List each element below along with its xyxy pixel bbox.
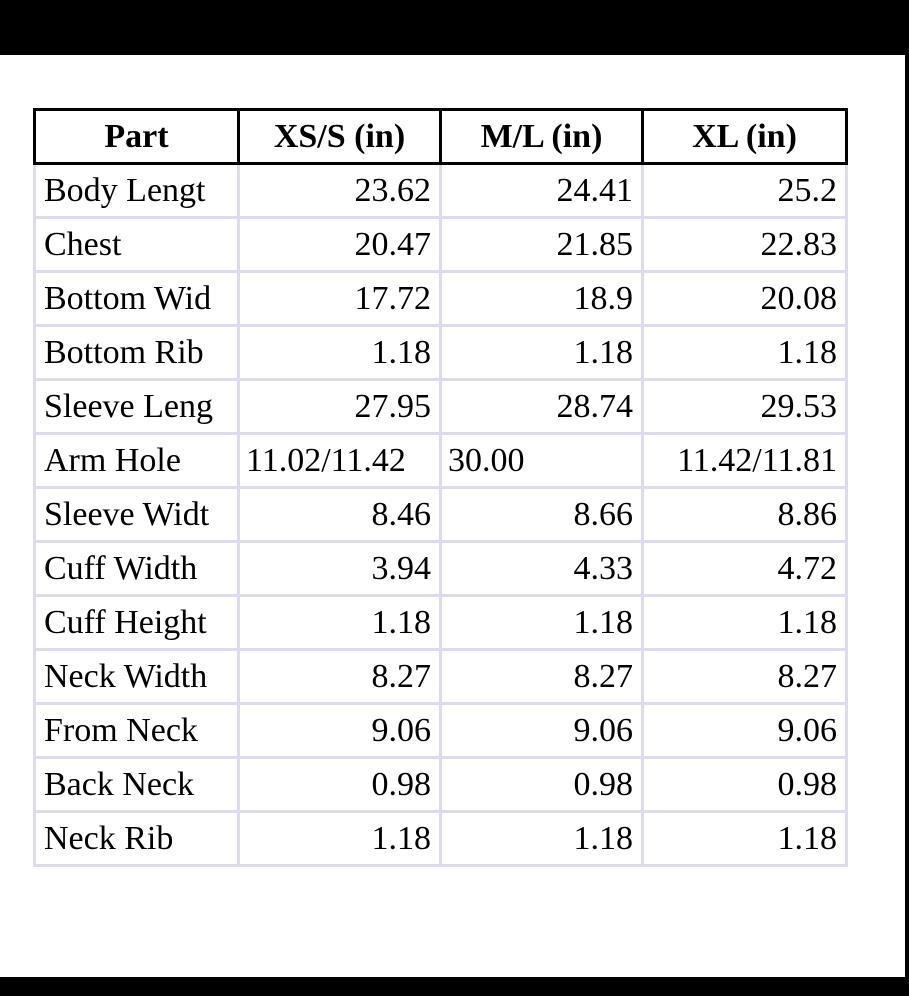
header-xs-s: XS/S (in) [239,110,441,164]
cell-part: Back Neck [35,758,239,812]
cell-part: Cuff Height [35,596,239,650]
cell-m-l: 30.00 [441,434,643,488]
cell-xs-s: 8.27 [239,650,441,704]
table-row [35,164,847,218]
cell-xl: 1.18 [643,596,847,650]
cell-xs-s: 1.18 [239,596,441,650]
header-m-l: M/L (in) [441,110,643,164]
cell-part: From Neck [35,704,239,758]
header-part: Part [35,110,239,164]
cell-xs-s: 8.46 [239,488,441,542]
cell-xs-s: 27.95 [239,380,441,434]
cell-m-l: 0.98 [441,758,643,812]
size-chart [33,108,845,867]
cell-m-l: 28.74 [441,380,643,434]
cell-xl: 8.27 [643,650,847,704]
right-black-edge [905,0,909,996]
cell-m-l: 24.41 [441,164,643,218]
table-row [35,650,847,704]
table-row [35,380,847,434]
table-row [35,218,847,272]
cell-part: Body Lengt [35,164,239,218]
cell-m-l: 18.9 [441,272,643,326]
cell-xs-s: 23.62 [239,164,441,218]
cell-m-l: 1.18 [441,596,643,650]
table-header [35,110,847,164]
table-body [35,164,847,866]
cell-xl: 1.18 [643,326,847,380]
cell-m-l: 8.66 [441,488,643,542]
cell-xs-s: 1.18 [239,812,441,866]
table-row [35,596,847,650]
cell-m-l: 1.18 [441,812,643,866]
cell-part: Chest [35,218,239,272]
top-black-band [0,0,909,55]
cell-xl: 9.06 [643,704,847,758]
table-row [35,272,847,326]
cell-xs-s: 1.18 [239,326,441,380]
table-row [35,488,847,542]
table-row [35,758,847,812]
bottom-black-band [0,977,909,996]
cell-m-l: 9.06 [441,704,643,758]
cell-xs-s: 11.02/11.42 [239,434,441,488]
cell-part: Arm Hole [35,434,239,488]
cell-xl: 1.18 [643,812,847,866]
cell-xl: 4.72 [643,542,847,596]
header-row [35,110,847,164]
size-chart-table [33,108,848,867]
cell-part: Sleeve Widt [35,488,239,542]
cell-xl: 20.08 [643,272,847,326]
cell-xl: 11.42/11.81 [643,434,847,488]
cell-xs-s: 3.94 [239,542,441,596]
cell-m-l: 1.18 [441,326,643,380]
cell-xs-s: 0.98 [239,758,441,812]
cell-xs-s: 17.72 [239,272,441,326]
cell-part: Neck Width [35,650,239,704]
cell-m-l: 21.85 [441,218,643,272]
cell-part: Bottom Wid [35,272,239,326]
cell-xl: 0.98 [643,758,847,812]
header-xl: XL (in) [643,110,847,164]
cell-xl: 22.83 [643,218,847,272]
cell-m-l: 4.33 [441,542,643,596]
table-row [35,326,847,380]
cell-xl: 29.53 [643,380,847,434]
cell-xl: 8.86 [643,488,847,542]
table-row [35,812,847,866]
table-row [35,542,847,596]
cell-part: Neck Rib [35,812,239,866]
cell-xs-s: 20.47 [239,218,441,272]
table-row [35,434,847,488]
cell-xs-s: 9.06 [239,704,441,758]
cell-part: Cuff Width [35,542,239,596]
cell-m-l: 8.27 [441,650,643,704]
cell-xl: 25.2 [643,164,847,218]
cell-part: Bottom Rib [35,326,239,380]
table-row [35,704,847,758]
cell-part: Sleeve Leng [35,380,239,434]
